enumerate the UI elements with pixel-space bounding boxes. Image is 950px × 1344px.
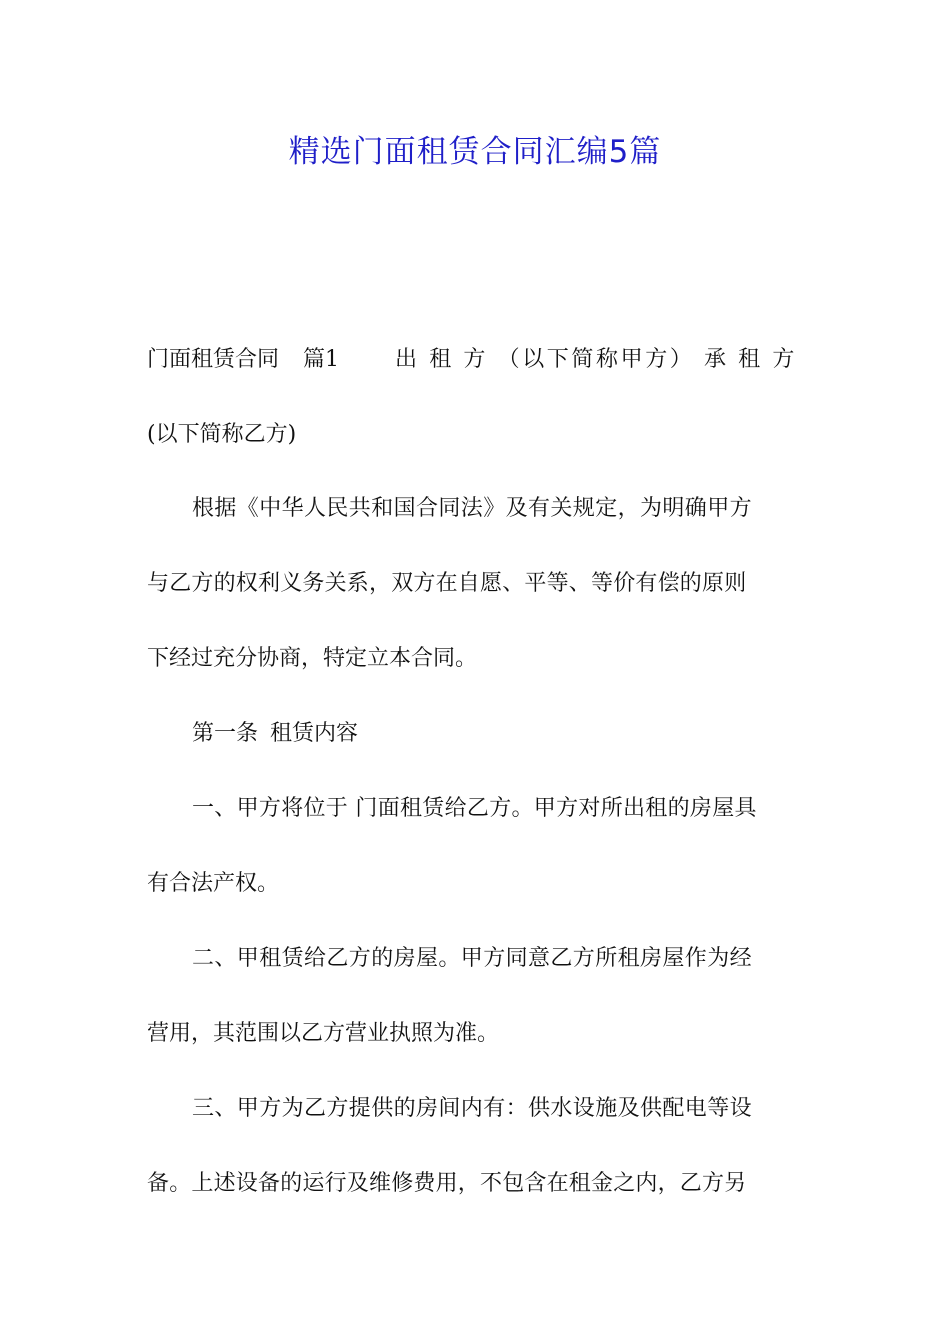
parties-text: 出 租 方 （以下简称甲方） 承 租 方 bbox=[395, 347, 797, 372]
paragraph-line-12: 备。上述设备的运行及维修费用，不包含在租金之内，乙方另 bbox=[147, 1171, 747, 1196]
paragraph-line-7: 一、甲方将位于 门面租赁给乙方。甲方对所出租的房屋具 bbox=[192, 796, 757, 821]
article-heading bbox=[147, 719, 852, 749]
paragraph-line-8: 有合法产权。 bbox=[147, 871, 280, 896]
part-number: 篇1 bbox=[303, 347, 340, 372]
document-title: 精选门面租赁合同汇编5篇 bbox=[288, 134, 662, 170]
paragraph-line-4: 与乙方的权利义务关系，双方在自愿、平等、等价有偿的原则 bbox=[147, 571, 747, 596]
paragraph-line-2: (以下简称乙方) bbox=[147, 422, 297, 447]
paragraph-line-9: 二、甲租赁给乙方的房屋。甲方同意乙方所租房屋作为经 bbox=[192, 946, 753, 971]
paragraph-line-3: 根据《中华人民共和国合同法》及有关规定，为明确甲方 bbox=[192, 496, 753, 521]
contract-heading: 门面租赁合同 bbox=[147, 347, 280, 372]
article-number: 第一条 bbox=[192, 721, 259, 746]
paragraph-line-1 bbox=[147, 345, 807, 375]
paragraph-line-10: 营用，其范围以乙方营业执照为准。 bbox=[147, 1021, 500, 1046]
paragraph-line-5: 下经过充分协商，特定立本合同。 bbox=[147, 646, 478, 671]
article-title: 租赁内容 bbox=[270, 721, 359, 746]
paragraph-line-11: 三、甲方为乙方提供的房间内有：供水设施及供配电等设 bbox=[192, 1096, 753, 1121]
